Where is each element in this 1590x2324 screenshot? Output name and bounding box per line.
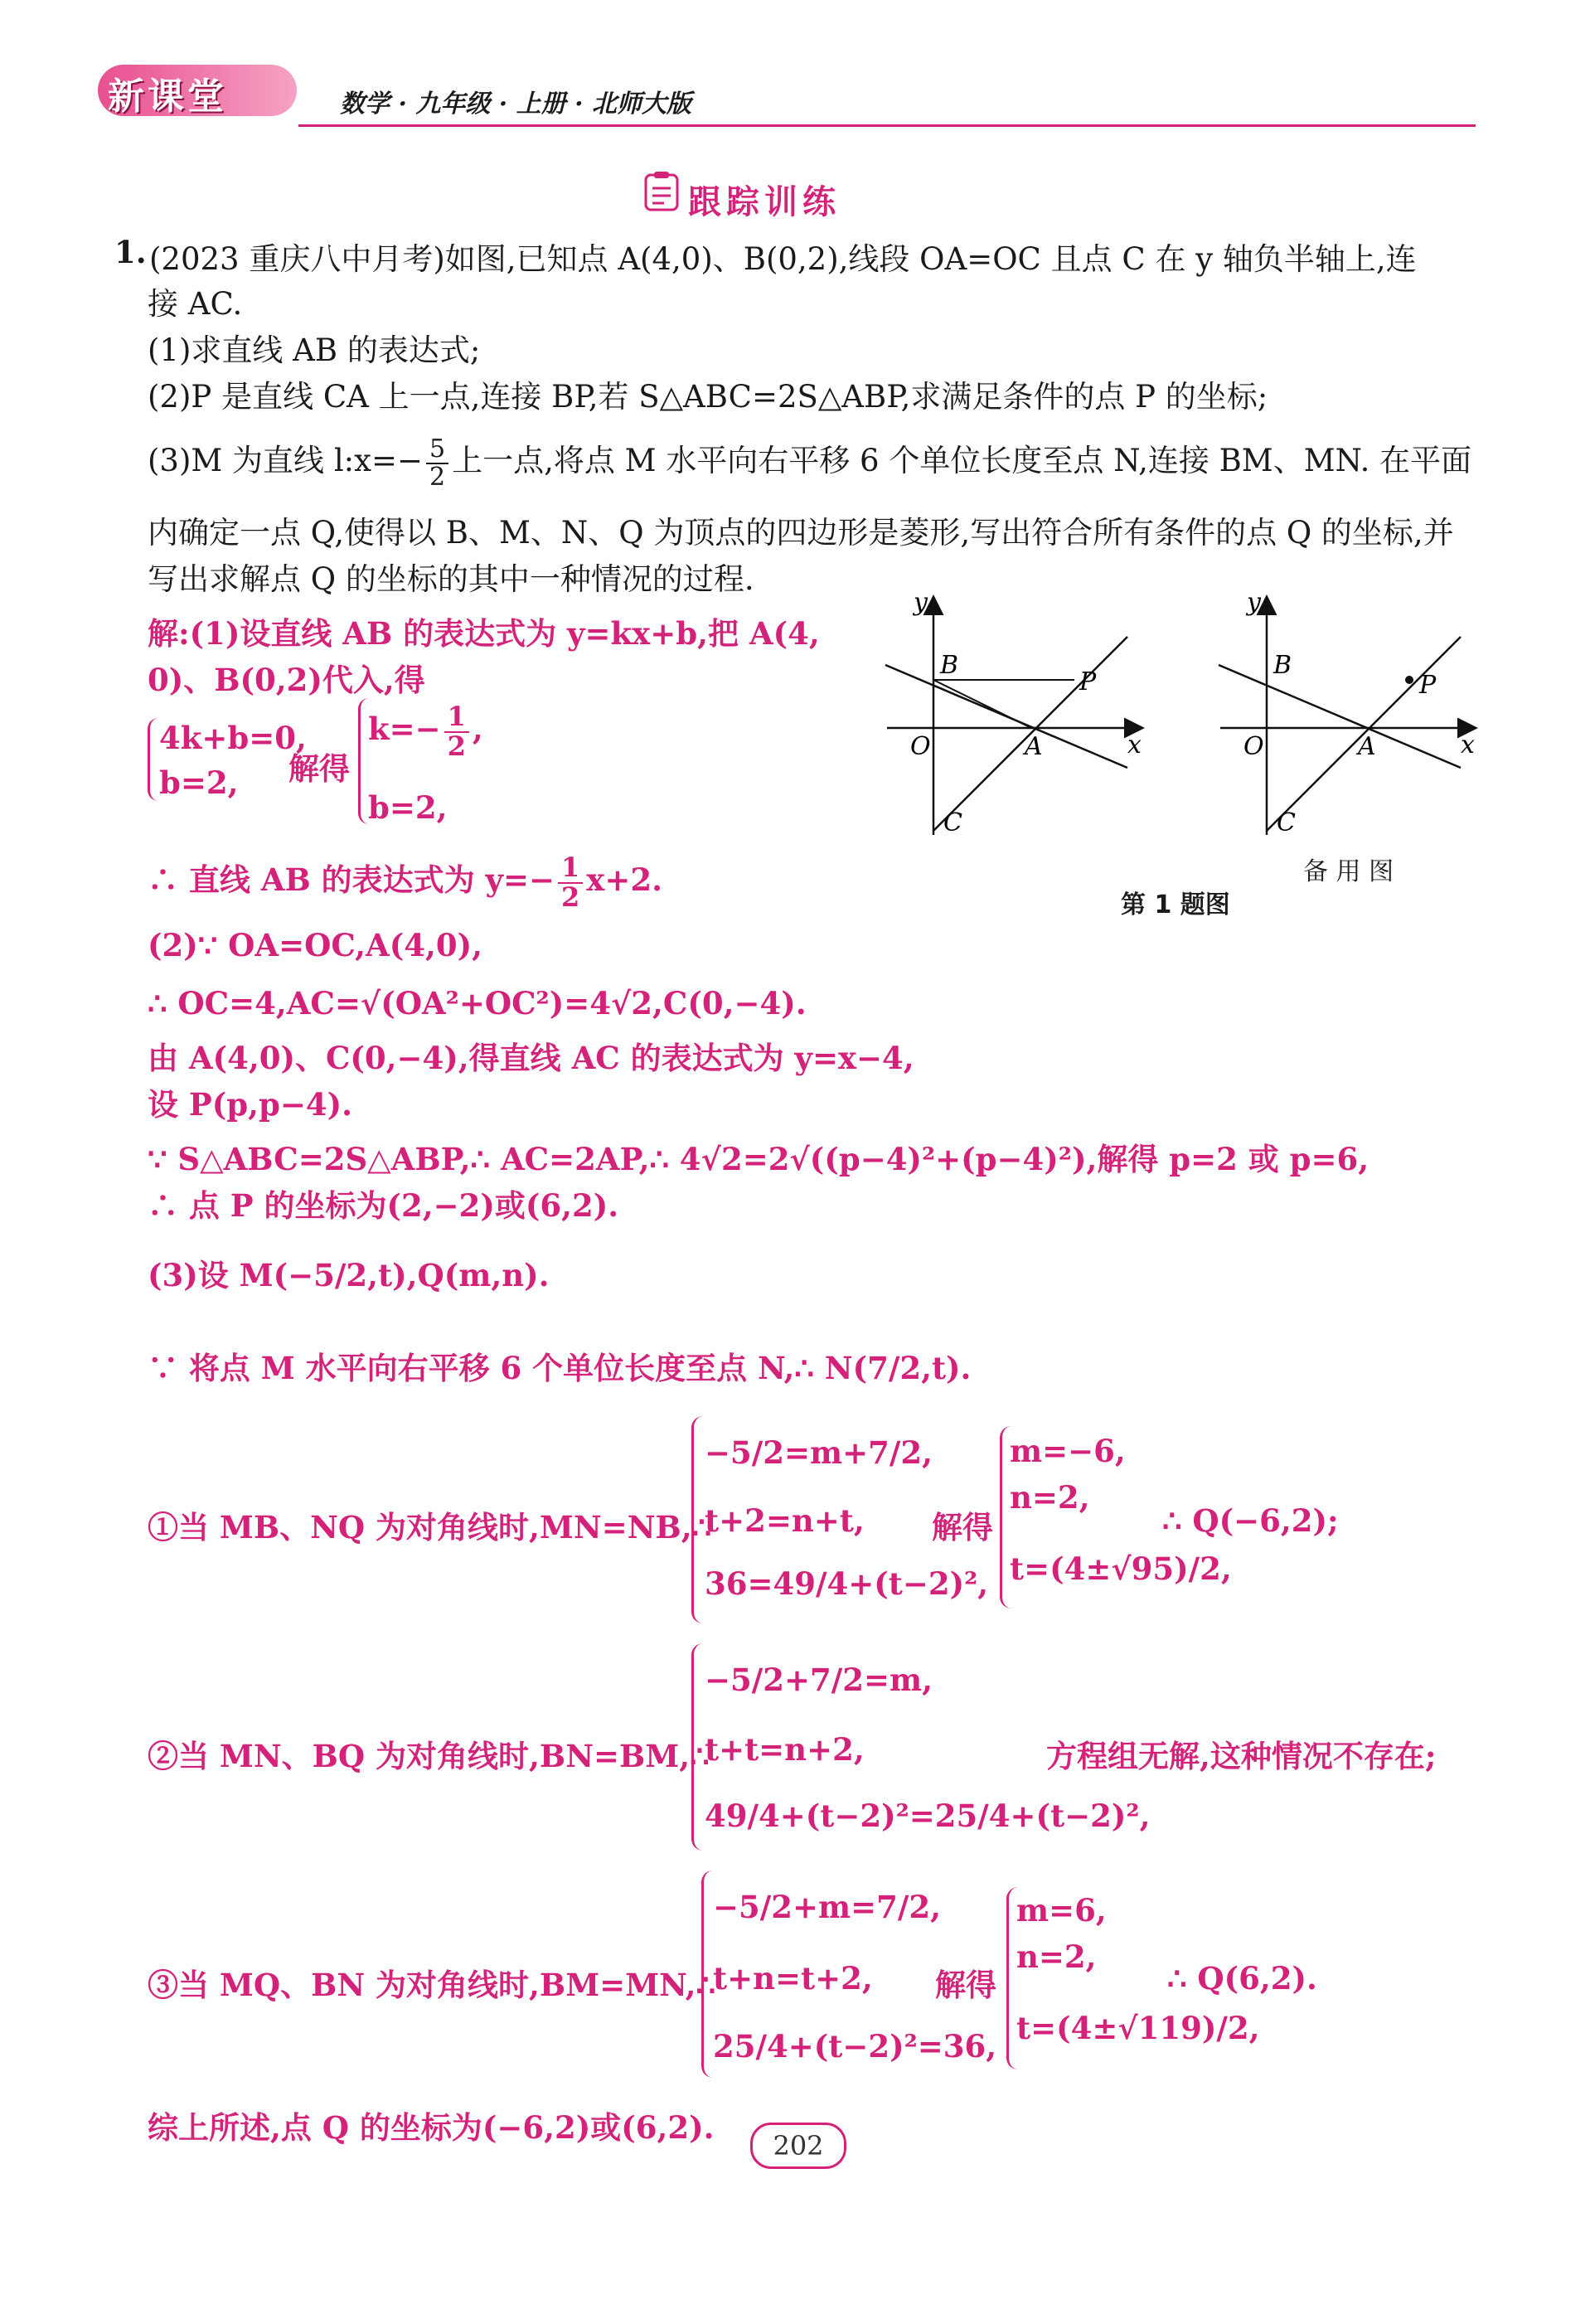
label-x: x <box>1127 730 1142 759</box>
summary: 综上所述,点 Q 的坐标为(−6,2)或(6,2). <box>148 2109 715 2146</box>
p3-line-2: ∵ 将点 M 水平向右平移 6 个单位长度至点 N,∴ N(7/2,t). <box>148 1350 972 1386</box>
label-y: y <box>914 590 928 617</box>
q3-part-b: 上一点,将点 M 水平向右平移 6 个单位长度至点 N,连接 BM、MN. 在平面 <box>452 443 1472 478</box>
case2-eq3: 49/4+(t−2)²=25/4+(t−2)², <box>705 1798 1151 1834</box>
question-3: (3)M 为直线 l:x=− $\frac{5}{2}$ 上一点,将点 M 水平向右平移 6 个单位长度至点 N,连接 BM、MN. 在平面 <box>148 434 1472 492</box>
case2-eq2: t+t=n+2, <box>705 1731 865 1768</box>
spare-figure-caption: 备 用 图 <box>1303 857 1394 886</box>
b-value: b=2, <box>368 789 448 826</box>
header-rule <box>298 124 1476 127</box>
case1-solve: 解得 <box>932 1509 993 1545</box>
p2-line-3: 由 A(4,0)、C(0,−4),得直线 AC 的表达式为 y=x−4, <box>148 1040 914 1076</box>
question-3-line-3: 写出求解点 Q 的坐标的其中一种情况的过程. <box>148 561 754 597</box>
p2-line-1: (2)∵ OA=OC,A(4,0), <box>148 927 483 963</box>
problem-number: 1. <box>114 234 147 270</box>
book-subtitle: 数学 · 九年级 · 上册 · 北师大版 <box>340 90 691 119</box>
solve-label-1: 解得 <box>288 750 350 787</box>
label-b: B <box>1273 651 1292 680</box>
label-o: O <box>910 732 931 761</box>
case2-lead: ②当 MN、BQ 为对角线时,BN=BM,∴ <box>148 1738 710 1774</box>
ab-expression: ∴ 直线 AB 的表达式为 y=− $\frac{1}{2}$ x+2. <box>148 851 662 913</box>
problem-line-1: (2023 重庆八中月考)如图,已知点 A(4,0)、B(0,2),线段 OA=OC 且点 C 在 y 轴负半轴上,连 <box>149 241 1417 277</box>
label-b: B <box>940 651 959 680</box>
question-3-line-2: 内确定一点 Q,使得以 B、M、N、Q 为顶点的四边形是菱形,写出符合所有条件的点 Q 的坐标,并 <box>148 515 1454 551</box>
figure-spare <box>1212 590 1486 847</box>
system1-eq2: b=2, <box>159 764 239 801</box>
case1-eq2: t+2=n+t, <box>705 1502 865 1539</box>
label-p: P <box>1079 667 1097 696</box>
p2-line-6: ∴ 点 P 的坐标为(2,−2)或(6,2). <box>148 1187 619 1224</box>
case1-brace <box>691 1416 704 1623</box>
case2-brace <box>691 1643 704 1851</box>
sol-line-1: 解:(1)设直线 AB 的表达式为 y=kx+b,把 A(4, <box>148 615 820 652</box>
case3-eq1: −5/2+m=7/2, <box>713 1889 942 1925</box>
label-o: O <box>1243 732 1264 761</box>
case3-result: ∴ Q(6,2). <box>1167 1960 1317 1997</box>
case1-n: n=2, <box>1010 1479 1090 1516</box>
label-a: A <box>1358 732 1376 761</box>
figure-caption: 第 1 题图 <box>1121 890 1230 919</box>
question-2: (2)P 是直线 CA 上一点,连接 BP,若 S△ABC=2S△ABP,求满足条件的点 P 的坐标; <box>148 379 1268 415</box>
case1-eq1: −5/2=m+7/2, <box>705 1434 933 1471</box>
case3-n: n=2, <box>1016 1938 1097 1975</box>
case1-eq3: 36=49/4+(t−2)², <box>705 1565 989 1602</box>
point-p <box>1405 676 1413 684</box>
label-x: x <box>1461 730 1475 759</box>
page-number: 202 <box>750 2123 846 2169</box>
case1-lead: ①当 MB、NQ 为对角线时,MN=NB,∴ <box>148 1509 712 1545</box>
problem-line-2: 接 AC. <box>148 286 243 322</box>
question-1: (1)求直线 AB 的表达式; <box>148 332 481 368</box>
label-y: y <box>1247 590 1261 617</box>
case3-solve: 解得 <box>935 1967 996 2003</box>
segment-ba <box>933 680 1031 728</box>
p2-line-2: ∴ OC=4,AC=√(OA²+OC²)=4√2,C(0,−4). <box>148 985 807 1021</box>
case3-m: m=6, <box>1016 1892 1107 1929</box>
case1-t: t=(4±√95)/2, <box>1010 1550 1232 1587</box>
label-a: A <box>1025 732 1043 761</box>
case3-brace <box>701 1870 714 2078</box>
label-c: C <box>943 808 962 837</box>
label-c: C <box>1277 808 1296 837</box>
case2-result: 方程组无解,这种情况不存在; <box>1046 1738 1437 1774</box>
logo-text: 新课堂 <box>108 75 227 118</box>
p3-line-1: (3)设 M(−5/2,t),Q(m,n). <box>148 1257 550 1293</box>
section-title: 跟踪训练 <box>688 182 841 221</box>
q3-part-a: (3)M 为直线 l:x=− <box>148 443 423 478</box>
training-icon <box>642 170 684 213</box>
case3-eq2: t+n=t+2, <box>713 1960 873 1997</box>
k-value: k=− $\frac{1}{2}$ , <box>368 701 483 762</box>
case2-eq1: −5/2+7/2=m, <box>705 1662 933 1698</box>
case3-eq3: 25/4+(t−2)²=36, <box>713 2028 997 2064</box>
case3-t: t=(4±√119)/2, <box>1016 2010 1260 2046</box>
p2-line-5: ∵ S△ABC=2S△ABP,∴ AC=2AP,∴ 4√2=2√((p−4)²+(p−4)²),解得 p=2 或 p=6, <box>148 1141 1369 1177</box>
case1-m: m=−6, <box>1010 1433 1126 1469</box>
sol-line-2: 0)、B(0,2)代入,得 <box>148 662 425 698</box>
figure-main <box>879 590 1152 847</box>
p2-line-4: 设 P(p,p−4). <box>148 1086 352 1123</box>
case1-result: ∴ Q(−6,2); <box>1162 1502 1339 1539</box>
system1-eq1: 4k+b=0, <box>159 720 307 756</box>
case3-lead: ③当 MQ、BN 为对角线时,BM=MN,∴ <box>148 1967 715 2003</box>
label-p: P <box>1419 671 1437 700</box>
system-brace-1 <box>148 718 158 801</box>
